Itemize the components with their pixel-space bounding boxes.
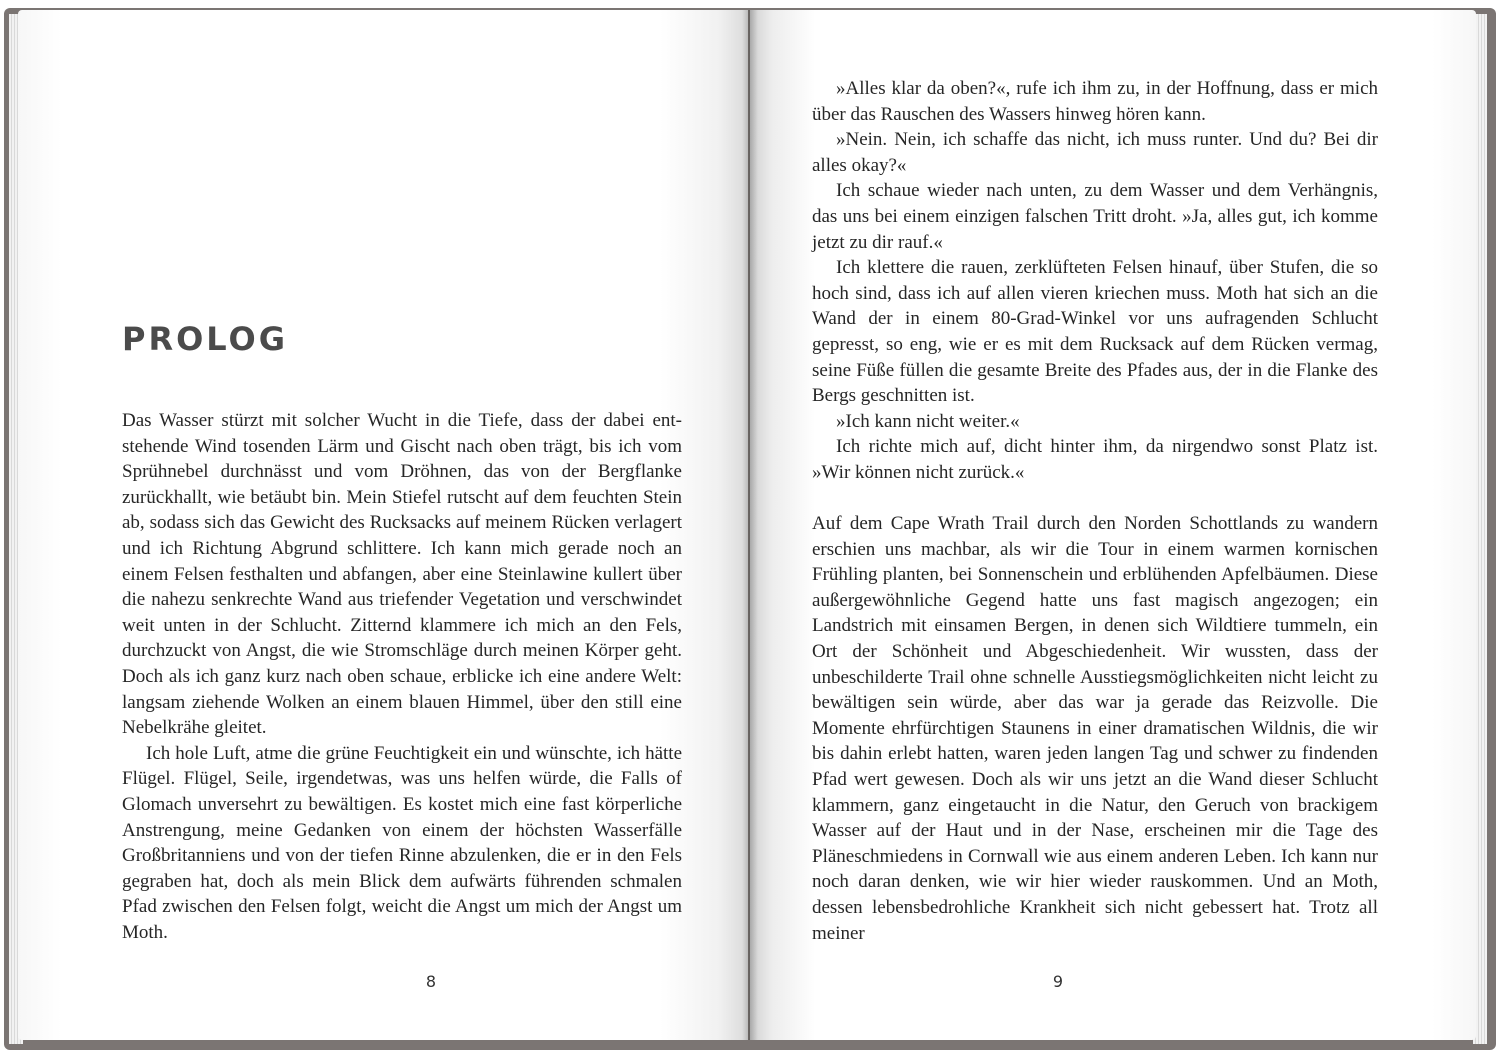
paragraph: Ich richte mich auf, dicht hinter ihm, da nirgendwo sonst Platz ist. »Wir können nicht zurück.«: [812, 436, 1378, 483]
left-page-text: [122, 408, 682, 945]
paragraph: Das Wasser stürzt mit solcher Wucht in die Tiefe, dass der dabei entstehende Wind tosenden Lärm und Gischt nach oben trägt, bis ich vom Sprühnebel durchnässt und vom Dröhnen, das von der Bergflanke zurückhallt, wie betäubt bin. Mein Stiefel rutscht auf dem feuchten Stein ab, sodass sich das Gewicht des Rucksacks auf meinem Rücken verlagert und ich Richtung Abgrund schlittere. Ich kann mich gerade noch an einem Felsen festhalten und abfangen, aber eine Steinlawine kullert über die nahezu senkrechte Wand aus triefender Vegetation und verschwindet weit unten in der Schlucht. Zitternd klammere ich mich an den Fels, durchzuckt von Angst, die wie Stromschläge durch meinen Körper geht. Doch als ich ganz kurz nach oben schaue, erblicke ich eine andere Welt: langsam ziehende Wolken an einem blauen Himmel, über den still eine Nebelkrähe gleitet.: [122, 410, 682, 739]
paragraph: »Nein. Nein, ich schaffe das nicht, ich muss runter. Und du? Bei dir alles okay?«: [812, 129, 1378, 176]
paragraph: »Alles klar da oben?«, rufe ich ihm zu, in der Hoffnung, dass er mich über das Rauschen des Wassers hinweg hören kann.: [812, 78, 1378, 125]
paragraph: Auf dem Cape Wrath Trail durch den Norden Schottlands zu wandern erschien uns machbar, als wir die Tour in einem warmen kornischen Frühling planten, bei Sonnenschein und erblühenden Apfelbäumen. Diese außergewöhnliche Gegend hatte uns fast magisch angezogen; ein Landstrich mit einsamen Bergen, in denen sich Wildtiere tummeln, ein Ort der Schönheit und Abgeschiedenheit. Wir wussten, dass der unbeschilderte Trail ohne schnelle Ausstiegsmöglichkeiten nicht leicht zu bewältigen sein würde, aber das war ja gerade das Reizvolle. Die Momente ehrfürchtigen Staunens in einer dramatischen Wildnis, die wir bis dahin erlebt hatten, waren jeden langen Tag und schwer zu findenden Pfad wert gewesen. Doch als wir uns jetzt an die Wand dieser Schlucht klammern, ganz eingetaucht in die Natur, den Geruch von brackigem Wasser auf der Haut und in der Nase, erscheinen mir die Tage des Pläneschmiedens in Cornwall wie aus einem anderen Leben. Ich kann nur noch daran denken, wie wir hier wieder rauskommen. Und an Moth, dessen lebensbedrohliche Krankheit sich nicht gebessert hat. Trotz all meiner: [812, 513, 1378, 944]
paragraph: Ich hole Luft, atme die grüne Feuchtigkeit ein und wünschte, ich hätte Flügel. Flügel, Seile, irgendetwas, was uns helfen würde, die Falls of Glomach unversehrt zu bewältigen. Es kostet mich eine fast körperliche Anstrengung, meine Gedanken von einem der höchsten Wasserfälle Großbritanniens und von der tiefen Rinne abzulenken, die er in den Fels gegraben hat, doch als mein Blick dem aufwärts führenden schmalen Pfad zwischen den Felsen folgt, weicht die Angst um mich der Angst um Moth.: [122, 742, 682, 943]
chapter-heading: PROLOG: [122, 320, 289, 358]
paragraph: Ich schaue wieder nach unten, zu dem Wasser und dem Verhängnis, das uns bei einem einzigen falschen Tritt droht. »Ja, alles gut, ich komme jetzt zu dir rauf.«: [812, 180, 1378, 253]
paragraph: »Ich kann nicht weiter.«: [836, 410, 1020, 432]
page-number-left: 8: [425, 972, 437, 991]
paragraph: Ich klettere die rauen, zerklüfteten Felsen hinauf, über Stufen, die so hoch sind, dass ich auf allen vieren kriechen muss. Moth hat sich an die Wand der in einem 80-Grad-Winkel vor uns aufragenden Schlucht gepresst, so eng, wie er es mit dem Rucksack auf dem Rücken vermag, seine Füße füllen die gesamte Breite des Pfades aus, der in die Flanke des Bergs geschnitten ist.: [812, 257, 1378, 407]
book-gutter: [742, 10, 758, 1040]
right-page-text: [812, 76, 1378, 946]
right-page: [750, 10, 1476, 1040]
page-number-right: 9: [1052, 972, 1064, 991]
left-page: [18, 10, 748, 1040]
